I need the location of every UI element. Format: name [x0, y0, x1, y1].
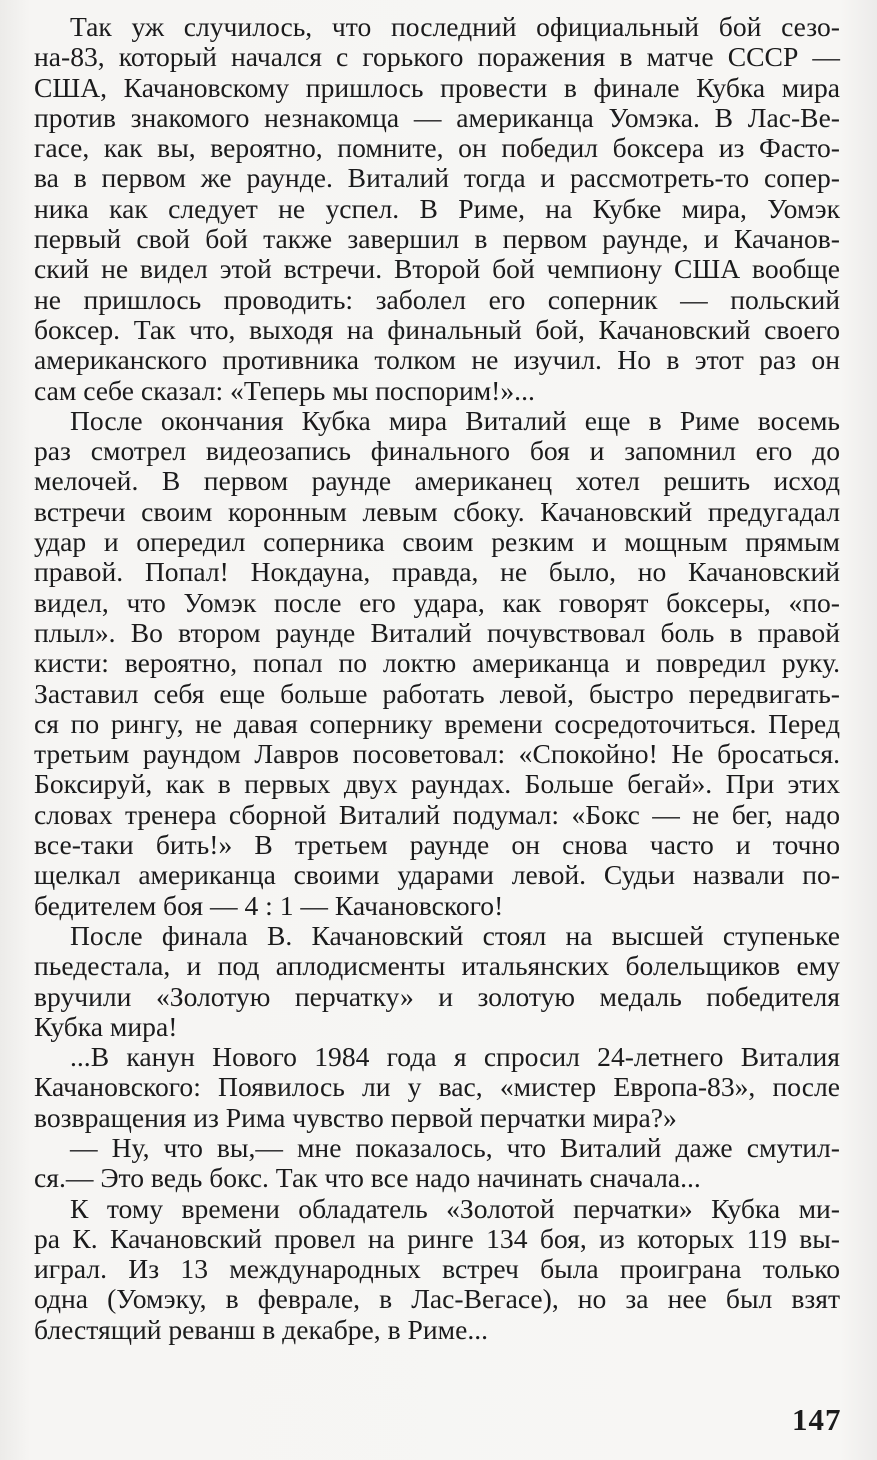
text-line: ва в первом же раунде. Виталий тогда и рассмотреть-то сопер- [34, 162, 840, 194]
text-line: встречи своим коронным левым сбоку. Качановский предугадал [34, 495, 840, 527]
text-line: словах тренера сборной Виталий подумал: «Бокс — не бег, надо [34, 798, 840, 830]
page-number: 147 [792, 1402, 842, 1437]
text-line: После финала В. Качановский стоял на высшей ступеньке [70, 919, 840, 951]
text-line: кисти: вероятно, попал по локтю американца и повредил руку. [34, 647, 840, 679]
text-line: блестящий реванш в декабре, в Риме... [34, 1313, 489, 1345]
text-line: видел, что Уомэк после его удара, как говорят боксеры, «по- [34, 586, 840, 618]
text-line: ский не видел этой встречи. Второй бой чемпиону США вообще [34, 253, 840, 285]
paragraph [34, 1042, 840, 1133]
text-line: гасе, как вы, вероятно, помните, он победил боксера из Фасто- [34, 132, 840, 164]
text-line: против знакомого незнакомца — американца Уомэка. В Лас-Ве- [34, 101, 840, 133]
text-line: на-83, который начался с горького поражения в матче СССР — [34, 41, 840, 73]
text-line: К тому времени обладатель «Золотой перчатки» Кубка ми- [70, 1192, 840, 1224]
text-line: одна (Уомэку, в феврале, в Лас-Вегасе), но за нее был взят [34, 1283, 840, 1315]
text-line: все-таки бить!» В третьем раунде он снова часто и точно [34, 829, 840, 861]
body-text [34, 12, 840, 1345]
text-line: первый свой бой также завершил в первом раунде, и Качанов- [34, 223, 840, 255]
text-line: ника как следует не успел. В Риме, на Кубке мира, Уомэк [34, 192, 840, 224]
text-line: вручили «Золотую перчатку» и золотую медаль победителя [34, 980, 840, 1012]
paragraph [34, 406, 840, 921]
text-line: — Ну, что вы,— мне показалось, что Виталий даже смутил- [70, 1131, 840, 1163]
text-line: третьим раундом Лавров посоветовал: «Спокойно! Не бросаться. [34, 738, 840, 770]
text-line: Кубка мира! [34, 1010, 178, 1042]
paragraph [34, 1133, 840, 1194]
text-line: мелочей. В первом раунде американец хотел решить исход [34, 465, 840, 497]
text-line: боксер. Так что, выходя на финальный бой, Качановский своего [34, 313, 840, 345]
paragraph [34, 1194, 840, 1345]
text-line: правой. Попал! Нокдауна, правда, не было, но Качановский [34, 556, 840, 588]
text-line: США, Качановскому пришлось провести в финале Кубка мира [34, 71, 840, 103]
text-line: играл. Из 13 международных встреч была проиграна только [34, 1253, 840, 1285]
text-line: плыл». Во втором раунде Виталий почувствовал боль в правой [34, 616, 840, 648]
text-line: Боксируй, как в первых двух раундах. Больше бегай». При этих [34, 768, 840, 800]
text-line: щелкал американца своими ударами левой. Судьи назвали по- [34, 859, 840, 891]
text-line: Так уж случилось, что последний официальный бой сезо- [70, 11, 840, 42]
paragraph [34, 921, 840, 1042]
text-line: ра К. Качановский провел на ринге 134 боя, из которых 119 вы- [34, 1222, 840, 1254]
text-line: раз смотрел видеозапись финального боя и запомнил его до [34, 435, 840, 467]
text-line: ся по рингу, не давая сопернику времени сосредоточиться. Перед [34, 707, 840, 739]
text-line: не пришлось проводить: заболел его соперник — польский [34, 283, 840, 315]
text-line: бедителем боя — 4 : 1 — Качановского! [34, 889, 504, 921]
text-line: После окончания Кубка мира Виталий еще в Риме восемь [70, 404, 840, 436]
text-line: удар и опередил соперника своим резким и мощным прямым [34, 526, 840, 558]
paragraph [34, 12, 840, 406]
text-line: Качановского: Появилось ли у вас, «мистер Европа-83», после [34, 1071, 840, 1103]
text-line: возвращения из Рима чувство первой перчатки мира?» [34, 1101, 677, 1133]
text-line: ...В канун Нового 1984 года я спросил 24-летнего Виталия [70, 1041, 840, 1073]
text-line: пьедестала, и под аплодисменты итальянских болельщиков ему [34, 950, 840, 982]
text-line: Заставил себя еще больше работать левой, быстро передвигать- [34, 677, 840, 709]
text-line: сам себе сказал: «Теперь мы поспорим!»... [34, 374, 535, 406]
text-line: американского противника толком не изучил. Но в этот раз он [34, 344, 840, 376]
text-line: ся.— Это ведь бокс. Так что все надо начинать сначала... [34, 1162, 701, 1194]
